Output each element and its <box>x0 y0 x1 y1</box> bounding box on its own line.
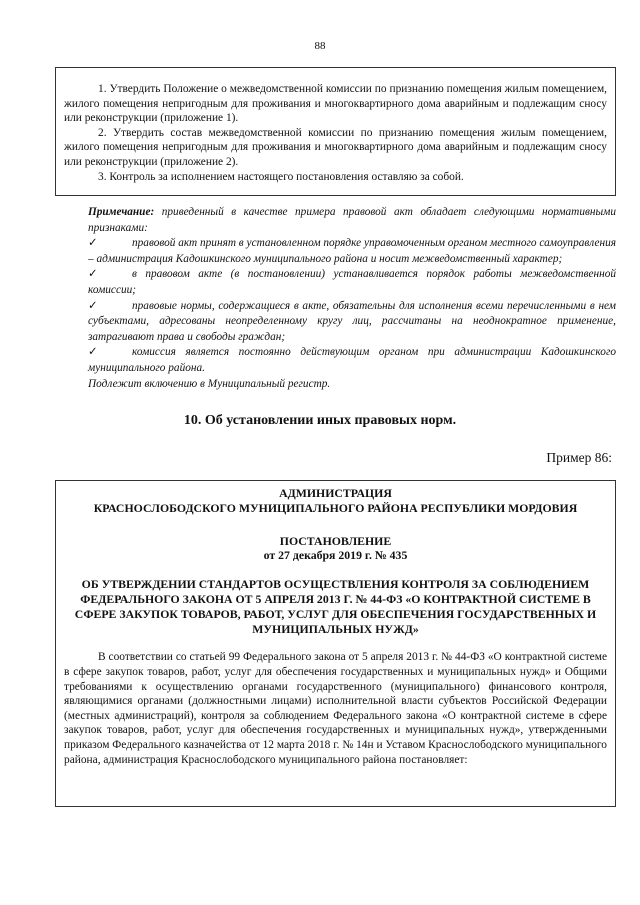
note-label: Примечание: <box>88 206 155 218</box>
note-intro <box>88 205 616 236</box>
decree-excerpt-box <box>55 67 616 196</box>
page-number: 88 <box>314 40 326 52</box>
example-label: Пример 86: <box>546 450 612 465</box>
doc-title: ОБ УТВЕРЖДЕНИИ СТАНДАРТОВ ОСУЩЕСТВЛЕНИЯ КОНТРОЛЯ ЗА СОБЛЮДЕНИЕМ ФЕДЕРАЛЬНОГО ЗАКОНА ОТ 5 АПРЕЛЯ 2013 Г. № 44-ФЗ «О КОНТРАКТНОЙ СИСТЕМЕ В СФЕРЕ ЗАКУПОК ТОВАРОВ, РАБОТ, УСЛУГ ДЛЯ ОБЕСПЕЧЕНИЯ ГОСУДАРСТВЕННЫХ И МУНИЦИПАЛЬНЫХ НУЖД» <box>74 577 597 636</box>
decree-paragraph-2: 2. Утвердить состав межведомственной комиссии по признанию помещения жилым помещением, жилого помещения непригодным для проживания и многоквартирного дома аварийным и подлежащим сносу или реконструкции (приложение 2). <box>64 126 607 168</box>
section-title: 10. Об установлении иных правовых норм. <box>183 413 457 428</box>
decree-paragraph-3: 3. Контроль за исполнением настоящего постановления оставляю за собой. <box>98 170 464 183</box>
decree-paragraph-1: 1. Утвердить Положение о межведомственной комиссии по признанию помещения жилым помещением, жилого помещения непригодным для проживания и многоквартирного дома аварийным и подлежащим сносу или реконструкции (приложение 1). <box>64 83 607 125</box>
doc-date: от 27 декабря 2019 г. № 435 <box>263 548 408 563</box>
org-name-line-1: АДМИНИСТРАЦИЯ <box>279 486 392 500</box>
note-item-2: ✓ в правовом акте (в постановлении) устанавливается порядок работы межведомственной комиссии; <box>88 268 616 296</box>
check-icon: ✓ <box>88 237 98 250</box>
note-item-3: ✓ правовые нормы, содержащиеся в акте, обязательны для исполнения всеми перечисленными в нем субъектами, адресованы неопределенному кругу лиц, рассчитаны на неоднократное применение, затрагивают права и свободы граждан; <box>88 299 616 343</box>
registry-note: Подлежит включению в Муниципальный регистр. <box>88 377 331 390</box>
check-icon: ✓ <box>88 346 98 359</box>
check-icon: ✓ <box>88 299 98 312</box>
note-item-1: ✓ правовой акт принят в установленном порядке управомоченным органом местного самоуправления – администрация Кадошкинского муниципального района и носит межведомственный характер; <box>88 237 616 265</box>
example-decree-box <box>55 480 616 807</box>
doc-body: В соответствии со статьей 99 Федерального закона от 5 апреля 2013 г. № 44-ФЗ «О контрактной системе в сфере закупок товаров, работ, услуг для обеспечения государственных и муниципальных нужд» и Общими требованиями к осуществлению органами государственного (муниципального) финансового контроля, являющимися органами (должностными лицами) исполнительной власти субъектов Российской Федерации (местных администраций), контроля за соблюдением Федерального закона «О контрактной системе в сфере закупок товаров, работ, услуг для обеспечения государственных и муниципальных нужд», утвержденными приказом Федерального казначейства от 12 марта 2018 г. № 14н и Уставом Краснослободского муниципального района, администрация Краснослободского муниципального района постановляет: <box>64 651 607 766</box>
check-icon: ✓ <box>88 268 98 281</box>
note-section <box>88 205 616 392</box>
doc-type: ПОСТАНОВЛЕНИЕ <box>279 533 392 548</box>
note-item-4: ✓ комиссия является постоянно действующим органом при администрации Кадошкинского муниципального района. <box>88 346 616 374</box>
org-name-line-2: КРАСНОСЛОБОДСКОГО МУНИЦИПАЛЬНОГО РАЙОНА РЕСПУБЛИКИ МОРДОВИЯ <box>93 500 578 515</box>
note-intro-text: приведенный в качестве примера правовой акт обладает следующими нормативными признаками: <box>88 206 616 234</box>
